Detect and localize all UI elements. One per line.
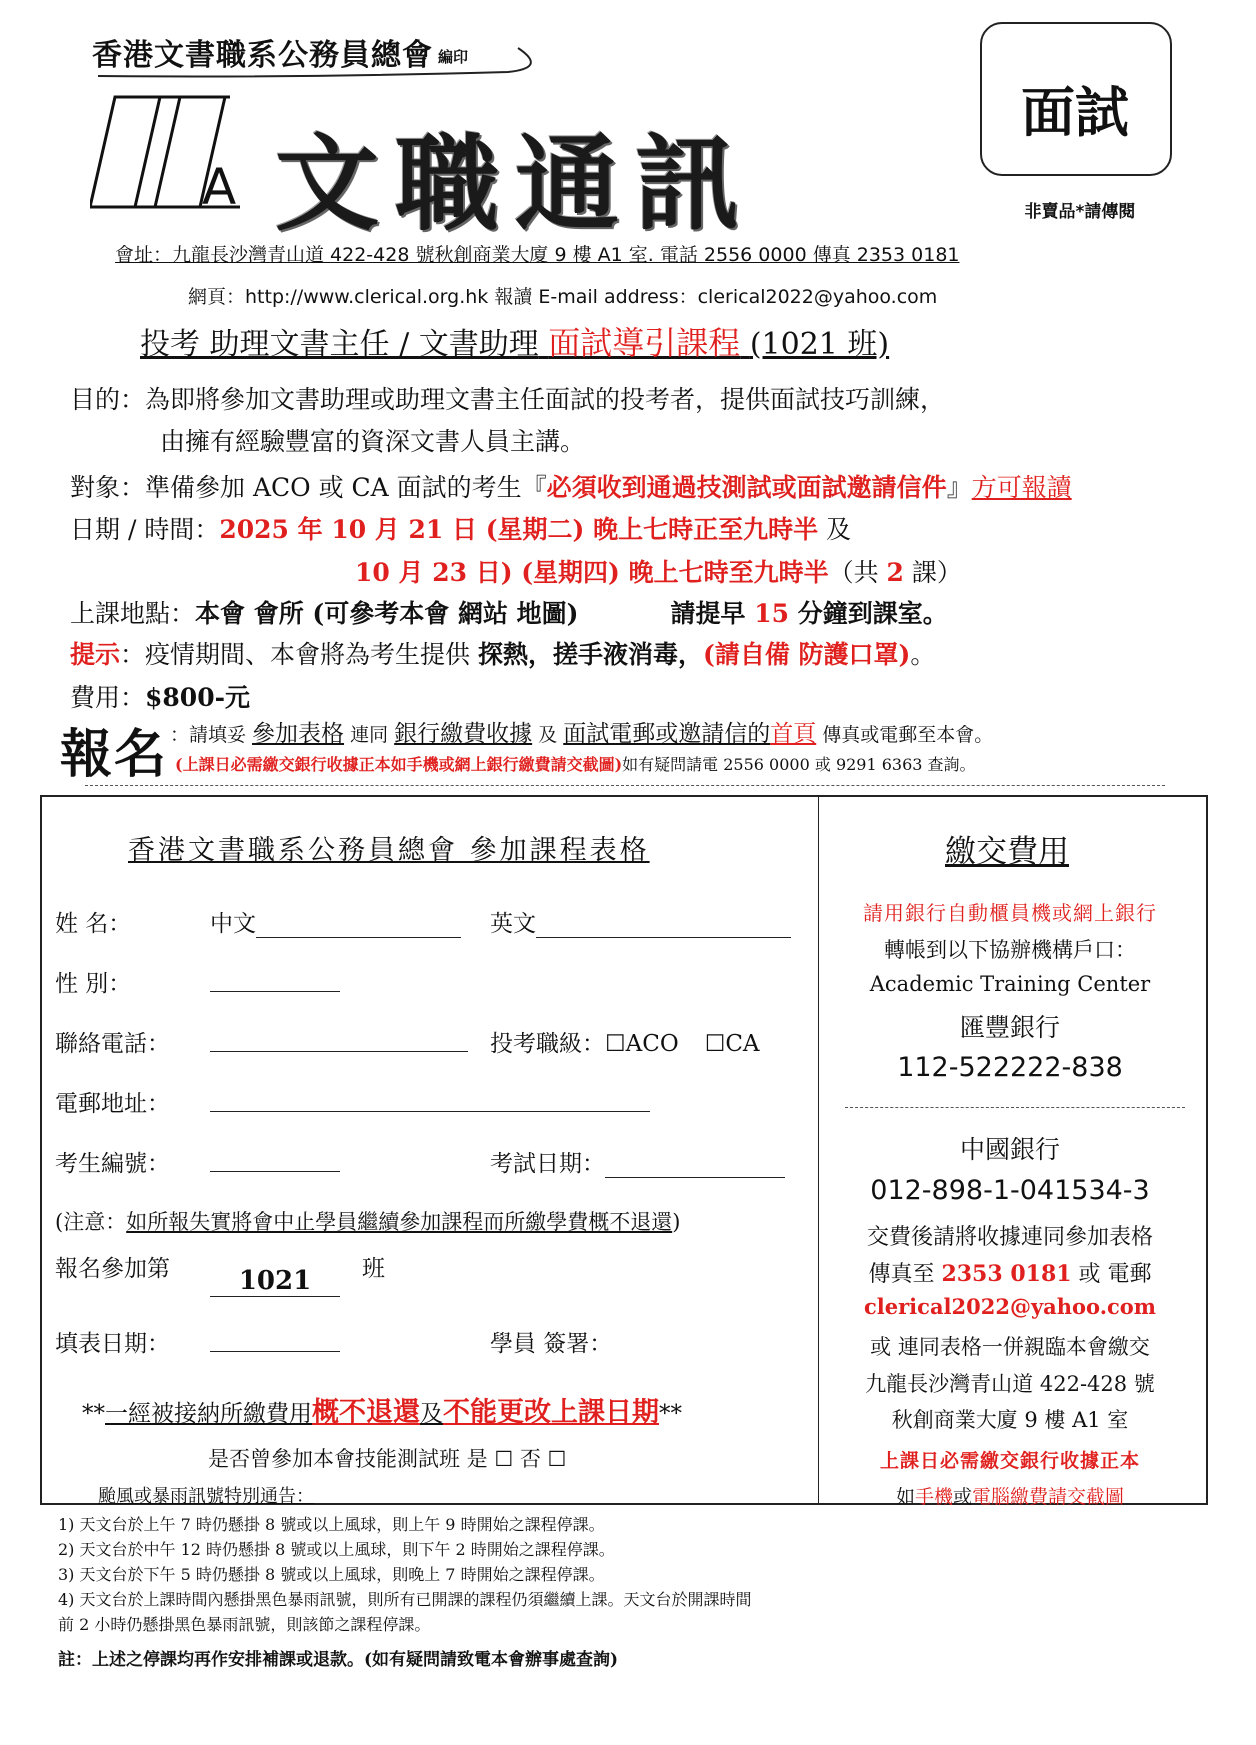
- org-name: 香港文書職系公務員總會: [92, 38, 433, 73]
- notice: [55, 1206, 680, 1236]
- gender-label: 性 別：: [55, 971, 132, 997]
- candidate-no-label: 考生編號：: [55, 1151, 170, 1177]
- payment-after-2: [820, 1257, 1200, 1288]
- logo-parallelogram-icon: [90, 92, 260, 212]
- req2-mobile: 手機: [914, 1486, 953, 1508]
- info-date-2: [355, 553, 962, 589]
- target-eligibility: 方可報讀: [971, 473, 1072, 502]
- venue-early-n: 15: [754, 599, 790, 628]
- date-total-a: （共: [828, 558, 887, 587]
- tip-bold: 探熱，搓手液消毒，: [477, 640, 703, 669]
- gender-field[interactable]: [210, 965, 340, 992]
- fee-value: $800-元: [145, 683, 250, 712]
- bank-2: 中國銀行: [959, 1135, 1060, 1164]
- typhoon-title: 颱風或暴雨訊號特別通告：: [98, 1486, 314, 1507]
- date-label: 日期 / 時間：: [70, 515, 220, 544]
- form-divider: [818, 796, 819, 1503]
- target-close: 』: [946, 473, 972, 502]
- target-text: 準備參加 ACO 或 CA 面試的考生『: [145, 473, 547, 502]
- course-title-prefix: 投考 助理文書主任 / 文書助理: [140, 327, 539, 362]
- signature-label: 學員 簽署：: [490, 1331, 613, 1357]
- phone-label: 聯絡電話：: [55, 1031, 170, 1057]
- purpose-text-2: 由擁有經驗豐富的資深文書人員主講。: [160, 427, 586, 456]
- payment-address-1: 九龍長沙灣青山道 422-428 號: [865, 1372, 1155, 1396]
- class-number: 1021: [210, 1266, 340, 1297]
- purpose-label: 目的：: [70, 385, 146, 414]
- tip-label: 提示: [70, 640, 121, 669]
- phone-field[interactable]: [210, 1025, 468, 1052]
- exam-date-label: 考試日期：: [490, 1151, 605, 1177]
- info-tip: [70, 635, 935, 671]
- target-label: 對象：: [70, 473, 146, 502]
- grade-label: 投考職級：: [490, 1031, 605, 1057]
- target-requirement: 必須收到通過技測試或面試邀請信件: [546, 473, 947, 502]
- refund-b: **: [659, 1401, 682, 1427]
- association-logo: [90, 92, 260, 216]
- reg-d: 傳真或電郵至本會。: [816, 724, 994, 746]
- note-3: 3) 天文台於下午 5 時仍懸掛 8 號或以上風球，則晚上 7 時開始之課程停課。: [58, 1565, 605, 1584]
- date-2: 10 月 23 日) (星期四) 晚上七時至九時半: [355, 558, 829, 587]
- refund-mid: 及: [420, 1401, 443, 1427]
- note-2: 2) 天文台於中午 12 時仍懸掛 8 號或以上風球，則下午 2 時開始之課程停課。: [58, 1540, 615, 1559]
- payment-line-2: 轉帳到以下協辦機構戶口：: [884, 938, 1136, 962]
- note-4: 4) 天文台於上課時間內懸掛黑色暴雨訊號，則所有已開課的課程仍須繼續上課。天文台於開課時間: [58, 1590, 752, 1609]
- refund-a: **: [82, 1401, 105, 1427]
- account-1: 112-522222-838: [897, 1052, 1123, 1083]
- payment-email: clerical2022@yahoo.com: [863, 1294, 1157, 1319]
- refund-notice: [82, 1390, 682, 1429]
- after-2a: 傳真至: [868, 1262, 942, 1287]
- name-en-field[interactable]: [490, 905, 791, 938]
- reg-receipt: 銀行繳費收據: [394, 721, 533, 747]
- candidate-no-field[interactable]: [210, 1145, 340, 1172]
- note-1: 1) 天文台於上午 7 時仍懸掛 8 號或以上風球，則上午 9 時開始之課程停課。: [58, 1515, 605, 1534]
- account-2: 012-898-1-041534-3: [870, 1175, 1150, 1206]
- registration-line-1: [170, 715, 993, 748]
- registration-line-2: [175, 752, 976, 775]
- payment-divider: [845, 1107, 1185, 1108]
- email-label: 電郵地址：: [55, 1091, 170, 1117]
- info-target: [70, 468, 1072, 504]
- reg-invite: 面試電郵或邀請信的: [563, 721, 771, 747]
- prior-question[interactable]: 是否曾參加本會技能測試班 是 ☐ 否 ☐: [208, 1447, 567, 1471]
- web-line: 網頁：http://www.clerical.org.hk 報讀 E-mail address：clerical2022@yahoo.com: [188, 286, 938, 308]
- course-title-suffix: (1021 班): [749, 327, 890, 362]
- reg-receipt-note: (上課日必需繳交銀行收據正本如手機或網上銀行繳費請交截圖): [175, 755, 623, 774]
- grade-aco-checkbox[interactable]: ☐: [605, 1031, 626, 1057]
- info-fee: [70, 678, 250, 714]
- name-label: 姓 名：: [55, 911, 132, 937]
- info-venue: [70, 594, 948, 630]
- payment-visit: 或 連同表格一併親臨本會繳交: [870, 1335, 1150, 1359]
- tip-text: ：疫情期間、本會將為考生提供: [120, 640, 478, 669]
- fee-label: 費用：: [70, 683, 146, 712]
- address-line: 會址：九龍長沙灣青山道 422-428 號秋創商業大廈 9 樓 A1 室. 電話 2556 0000 傳真 2353 0181: [115, 244, 960, 266]
- tip-end: 。: [910, 640, 936, 669]
- refund-text: 一經被接納所繳費用: [105, 1401, 312, 1427]
- fill-date-label: 填表日期：: [55, 1331, 170, 1357]
- req2-b: 或: [953, 1486, 973, 1508]
- info-date: [70, 510, 851, 546]
- org-sub: 編印: [438, 48, 469, 66]
- fill-date-field[interactable]: [210, 1325, 340, 1352]
- email-field[interactable]: [210, 1085, 650, 1112]
- date-total-b: 課）: [903, 558, 962, 587]
- footnote: 註：上述之停課均再作安排補課或退款。(如有疑問請致電本會辦事處查詢): [58, 1650, 619, 1670]
- masthead: 文職通訊: [275, 122, 756, 245]
- venue-label: 上課地點：: [70, 599, 196, 628]
- account-name: Academic Training Center: [869, 972, 1151, 996]
- name-en-label: 英文: [490, 911, 536, 937]
- reg-first-page: 首頁: [770, 721, 817, 747]
- form-title: 香港文書職系公務員總會 參加課程表格: [128, 835, 650, 866]
- reg-c: 及: [532, 724, 564, 746]
- reg-enquiry: 如有疑問請電 2556 0000 或 9291 6363 查詢。: [622, 755, 976, 774]
- venue-early-b: 分鐘到課室。: [789, 599, 948, 628]
- payment-address-2: 秋創商業大廈 9 樓 A1 室: [891, 1408, 1129, 1432]
- logo-letter: A: [202, 158, 237, 212]
- payment-line-1: 請用銀行自動櫃員機或網上銀行: [863, 901, 1157, 925]
- bank-1: 匯豐銀行: [959, 1013, 1060, 1042]
- date-total-n: 2: [886, 558, 904, 587]
- tip-mask: (請自備 防護口罩): [702, 640, 911, 669]
- reg-form: 參加表格: [252, 721, 345, 747]
- venue-text: 本會 會所 (可參考本會 網站 地圖): [195, 599, 579, 628]
- stamp-note: 非賣品*請傳閱: [1024, 202, 1136, 222]
- course-title-red: 面試導引課程: [548, 324, 741, 362]
- reg-b: 連同: [344, 724, 395, 746]
- req2-computer: 電腦繳費請交截圖: [972, 1486, 1125, 1508]
- name-cn-label: 中文: [210, 911, 256, 937]
- payment-requirement: 上課日必需繳交銀行收據正本: [879, 1450, 1140, 1472]
- exam-date-field[interactable]: [490, 1145, 785, 1178]
- grade-field: [490, 1025, 760, 1058]
- reg-a: ：請填妥: [170, 724, 253, 746]
- date-and: 及: [818, 515, 852, 544]
- payment-requirement-2: [820, 1482, 1200, 1509]
- grade-ca-label: CA: [725, 1031, 760, 1057]
- refund-no-change: 不能更改上課日期: [443, 1397, 659, 1428]
- notice-text: 如所報失實將會中止學員繼續參加課程而所繳學費概不退還: [126, 1210, 673, 1234]
- notice-b: ): [672, 1210, 681, 1234]
- venue-early-a: 請提早: [670, 599, 755, 628]
- req2-a: 如: [895, 1486, 915, 1508]
- refund-no-refund: 概不退還: [312, 1397, 420, 1428]
- purpose-text-1: 為即將參加文書助理或助理文書主任面試的投考者，提供面試技巧訓練，: [145, 385, 946, 414]
- grade-aco-label: ACO: [625, 1031, 679, 1057]
- class-suffix: 班: [362, 1256, 385, 1282]
- fax-number: 2353 0181: [941, 1261, 1072, 1287]
- name-cn-field[interactable]: [210, 905, 461, 938]
- payment-title: 繳交費用: [945, 834, 1069, 870]
- cut-line: [85, 785, 1165, 786]
- registration-heading: 報名: [60, 725, 169, 785]
- payment-after-1: 交費後請將收據連同參加表格: [866, 1225, 1153, 1250]
- notice-a: (注意：: [55, 1210, 127, 1234]
- class-label: 報名參加第: [55, 1256, 170, 1282]
- note-5: 前 2 小時仍懸掛黑色暴雨訊號，則該節之課程停課。: [58, 1615, 431, 1634]
- course-title: [140, 318, 889, 364]
- info-purpose: [70, 380, 945, 416]
- stamp-text: 面試: [1021, 81, 1129, 144]
- grade-ca-checkbox[interactable]: ☐: [704, 1031, 726, 1057]
- date-1: 2025 年 10 月 21 日 (星期二) 晚上七時正至九時半: [219, 515, 819, 544]
- after-2b: 或 電郵: [1071, 1262, 1152, 1287]
